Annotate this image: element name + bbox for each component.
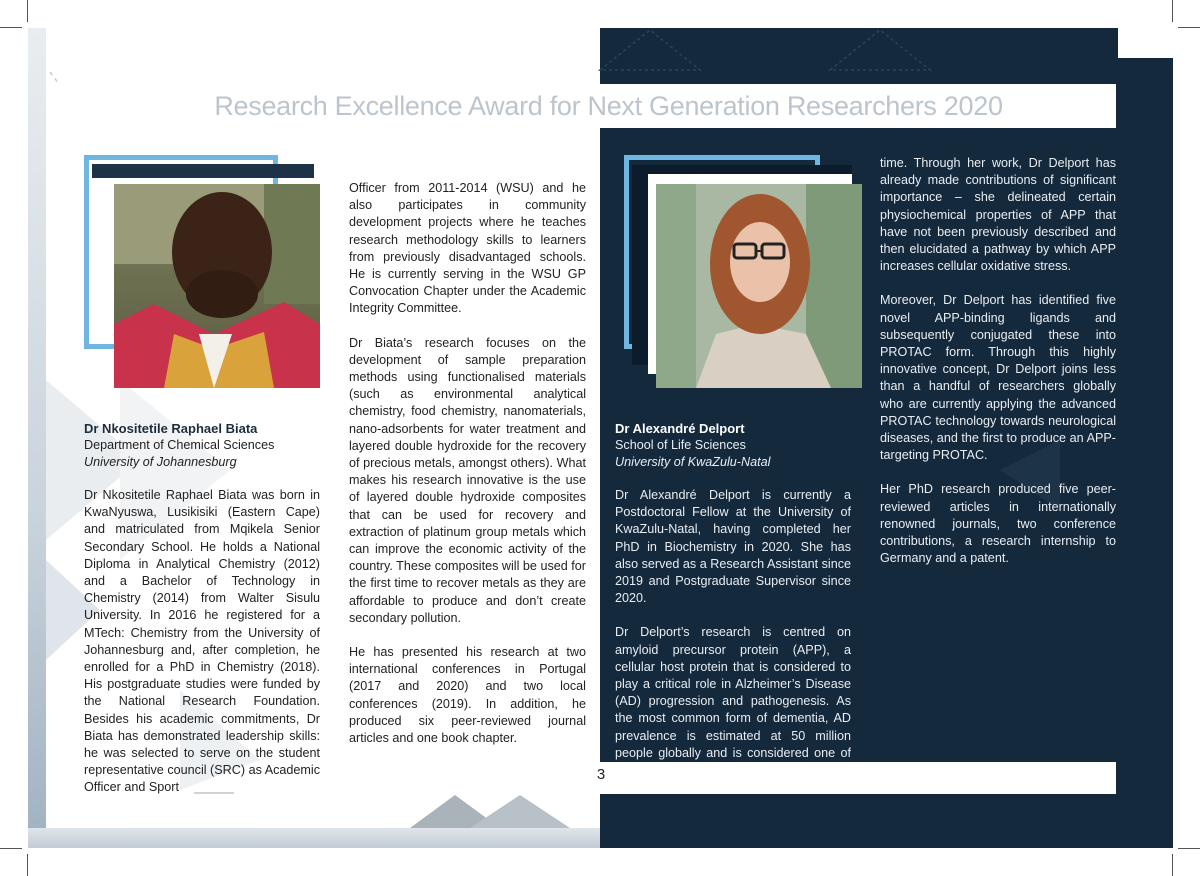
portrait-photo-delport [656,184,862,388]
portrait-illustration [114,184,320,388]
profile-department: Department of Chemical Sciences [84,438,275,452]
biata-column-1 [84,487,320,797]
body-paragraph: Dr Alexandré Delport is currently a Postdoctoral Fellow at the University of KwaZulu-Natal, having completed her PhD in Biochemistry in 2020. She has also served as a Research Assistant since 2019 and Postgraduate Supervisor since 2020. [615,488,851,606]
profile-department: School of Life Sciences [615,438,746,452]
body-paragraph: He has presented his research at two international conferences in Portugal (2017 and 2020) and two local conferences (2019). In addition, he produced six peer-reviewed journal articles and one book chapter. [349,645,586,746]
profile-header-biata [84,420,344,471]
page-number-bar [600,762,1116,794]
body-paragraph: Dr Delport’s research is centred on amyloid precursor protein (APP), a cellular host protein that is considered to play a critical role in Alzheimer’s Disease (AD) progression and pathogenesis. As the most common form of dementia, AD prevalence is estimated at 50 million people globally and is considered one of [615,625,851,760]
profile-university: University of Johannesburg [84,455,237,469]
grey-triangle-decoration [470,795,570,828]
dashed-triangle-decoration [600,30,700,70]
body-paragraph: Moreover, Dr Delport has identified five novel APP-binding ligands and subsequently conjugated these into PROTAC form. Through this highly innovative concept, Dr Delport joins less than a handful of researchers globally who are currently applying the advanced PROTAC technology towards neurological diseases, and the first to produce an APP-targeting PROTAC. [880,293,1116,463]
body-paragraph: time. Through her work, Dr Delport has already made contributions of significant importance – she delineated certain physiochemical properties of APP that have not been previously described and then elucidated a pathway by which APP increases cellular oxidative stress. [880,156,1116,274]
body-paragraph: Her PhD research produced five peer-reviewed articles in internationally renowned journals, two conference contributions, a research internship to Germany and a patent. [880,482,1116,566]
biata-column-2 [349,180,586,764]
profile-name: Dr Nkositetile Raphael Biata [84,421,258,436]
body-paragraph: Dr Nkositetile Raphael Biata was born in KwaNyuswa, Lusikisiki (Eastern Cape) and matriculated from Mqikela Senior Secondary School. He holds a National Diploma in Analytical Chemistry (2012) and a Bachelor of Technology in Chemistry (2014) from Walter Sisulu University. In 2016 he registered for a MTech: Chemistry from the University of Johannesburg and, after completion, he enrolled for a PhD in Chemistry (2018). His postgraduate studies were funded by the National Research Foundation. Besides his academic commitments, Dr Biata has demonstrated leadership skills: he was selected to serve on the student representative council (SRC) as Academic Officer and Sport [84,488,320,795]
dashed-triangle-decoration [830,30,930,70]
photo-frame-dark [92,164,314,178]
page-title: Research Excellence Award for Next Generation Researchers 2020 [214,91,1003,121]
body-paragraph: Dr Biata’s research focuses on the development of sample preparation methods using functionalised materials (such as environmental analytical chemistry, food chemistry, nanomaterials, nano-adsorbents for water treatment and layered double hydroxide for the recovery of precious metals, amongst others). What makes his research innovative is the use of layered double hydroxide composites that can be used for recovery and extraction of platinum group metals which can improve the economic activity of the country. These composites will be used for the first time to recover metals as they are affordable to produce and don’t create secondary pollution. [349,335,586,625]
page-number: 3 [596,766,606,783]
portrait-photo-biata [114,184,320,388]
delport-column-2 [880,155,1116,584]
portrait-illustration [656,184,862,388]
delport-column-1 [615,487,851,796]
profile-name: Dr Alexandré Delport [615,421,745,436]
profile-university: University of KwaZulu-Natal [615,455,771,469]
body-paragraph: Officer from 2011-2014 (WSU) and he also participates in community development projects where he teaches research methodology skills to learners from previously disadvantaged schools. He is currently serving in the WSU GP Convocation Chapter under the Academic Integrity Committee. [349,181,586,316]
profile-header-delport [615,420,855,471]
